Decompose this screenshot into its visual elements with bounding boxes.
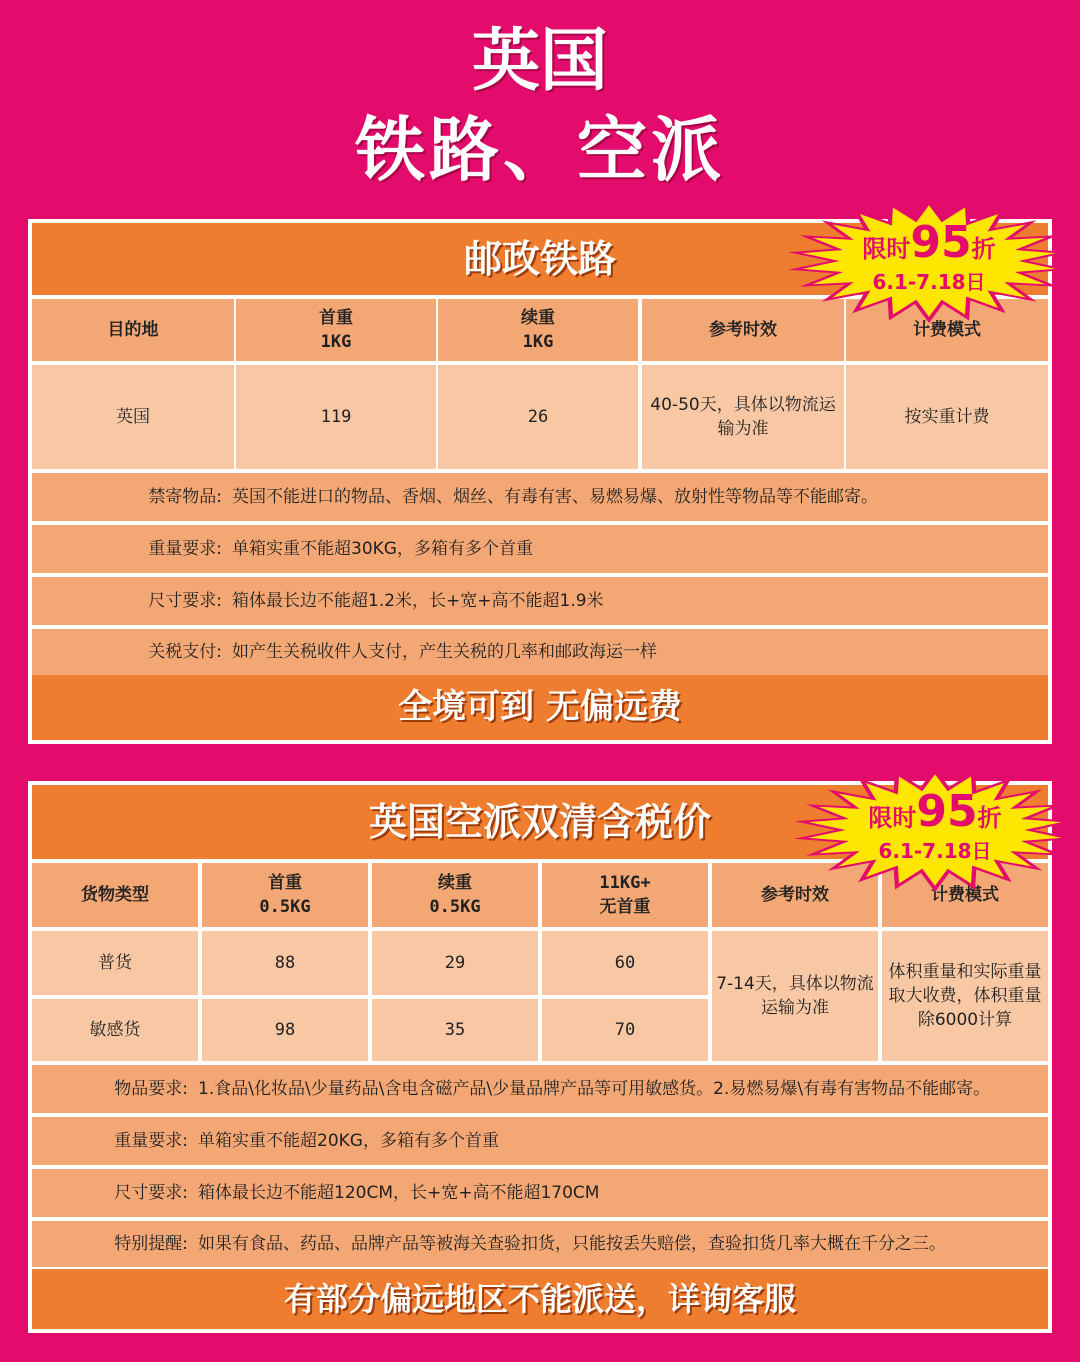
rail-note-text: 箱体最长边不能超1.2米，长+宽+高不能超1.9米 [232,591,604,611]
rail-note-row [32,629,1048,675]
badge-suffix: 折 [971,235,996,263]
air-additional-price: 35 [372,999,538,1061]
rail-note-row [32,577,1048,625]
air-billing: 体积重量和实际重量取大收费，体积重量除6000计算 [882,931,1048,1061]
air-note-label: 特别提醒: [114,1234,188,1254]
air-footer: 有部分偏远地区不能派送，详询客服 [32,1269,1048,1329]
air-note-text: 单箱实重不能超20KG，多箱有多个首重 [198,1131,499,1151]
rail-footer: 全境可到 无偏远费 [32,675,1048,740]
rail-note-text: 英国不能进口的物品、香烟、烟丝、有毒有害、易燃易爆、放射性等物品等不能邮寄。 [232,487,878,507]
page-title: 英国 [471,22,608,101]
badge-dates: 6.1-7.18日 [878,839,992,863]
badge-suffix: 折 [977,804,1002,832]
air-col-cargo-type: 货物类型 [32,863,198,927]
air-col-billing: 计费模式 [882,863,1048,927]
air-note-text: 1.食品\化妆品\少量药品\含电含磁产品\少量品牌产品等可用敏感货。2.易燃易爆\有毒有害物品不能邮寄。 [198,1079,991,1099]
air-note-text: 如果有食品、药品、品牌产品等被海关查验扣货，只能按丢失赔偿，查验扣货几率大概在千分之三。 [198,1234,946,1254]
air-note-row [32,1065,1048,1113]
air-col-first-weight: 首重 0.5KG [202,863,368,927]
discount-badge [784,196,1074,326]
air-cargo-type: 敏感货 [32,999,198,1061]
discount-badge [790,765,1080,895]
air-col-transit-time: 参考时效 [712,863,878,927]
air-first-price: 98 [202,999,368,1061]
rail-col-first-weight: 首重 1KG [236,299,436,361]
air-col-bulk: 11KG+ 无首重 [542,863,708,927]
air-header: 英国空派双清含税价 [32,785,1048,859]
air-col-additional-weight: 续重 0.5KG [372,863,538,927]
rail-billing: 按实重计费 [846,365,1048,469]
rail-transit-time: 40-50天，具体以物流运输为准 [642,365,844,469]
air-bulk-price: 70 [542,999,708,1061]
air-cargo-type: 普货 [32,931,198,995]
air-note-text: 箱体最长边不能超120CM，长+宽+高不能超170CM [198,1183,600,1203]
rail-col-transit-time: 参考时效 [642,299,844,361]
rail-note-row [32,473,1048,521]
air-note-row [32,1117,1048,1165]
air-note-row [32,1169,1048,1217]
rail-additional-price: 26 [438,365,638,469]
page-subtitle: 铁路、空派 [355,109,725,191]
rail-note-row [32,525,1048,573]
rail-col-billing: 计费模式 [846,299,1048,361]
rail-header: 邮政铁路 [32,223,1048,295]
air-transit-time: 7-14天，具体以物流运输为准 [712,931,878,1061]
rail-note-text: 单箱实重不能超30KG，多箱有多个首重 [232,539,533,559]
air-note-label: 物品要求: [114,1079,188,1099]
rail-first-price: 119 [236,365,436,469]
rail-note-label: 尺寸要求: [148,591,222,611]
badge-number: 95 [916,786,978,837]
rail-destination: 英国 [32,365,234,469]
badge-prefix: 限时 [868,804,917,832]
rail-note-label: 关税支付: [148,642,222,662]
rail-note-label: 禁寄物品: [148,487,222,507]
rail-note-label: 重量要求: [148,539,222,559]
air-note-label: 重量要求: [114,1131,188,1151]
air-first-price: 88 [202,931,368,995]
rail-note-text: 如产生关税收件人支付，产生关税的几率和邮政海运一样 [232,642,657,662]
badge-dates: 6.1-7.18日 [872,270,986,294]
rail-col-additional-weight: 续重 1KG [438,299,638,361]
badge-number: 95 [910,217,972,268]
badge-prefix: 限时 [862,235,911,263]
air-note-label: 尺寸要求: [114,1183,188,1203]
air-bulk-price: 60 [542,931,708,995]
air-note-row [32,1221,1048,1267]
air-additional-price: 29 [372,931,538,995]
rail-col-destination: 目的地 [32,299,234,361]
